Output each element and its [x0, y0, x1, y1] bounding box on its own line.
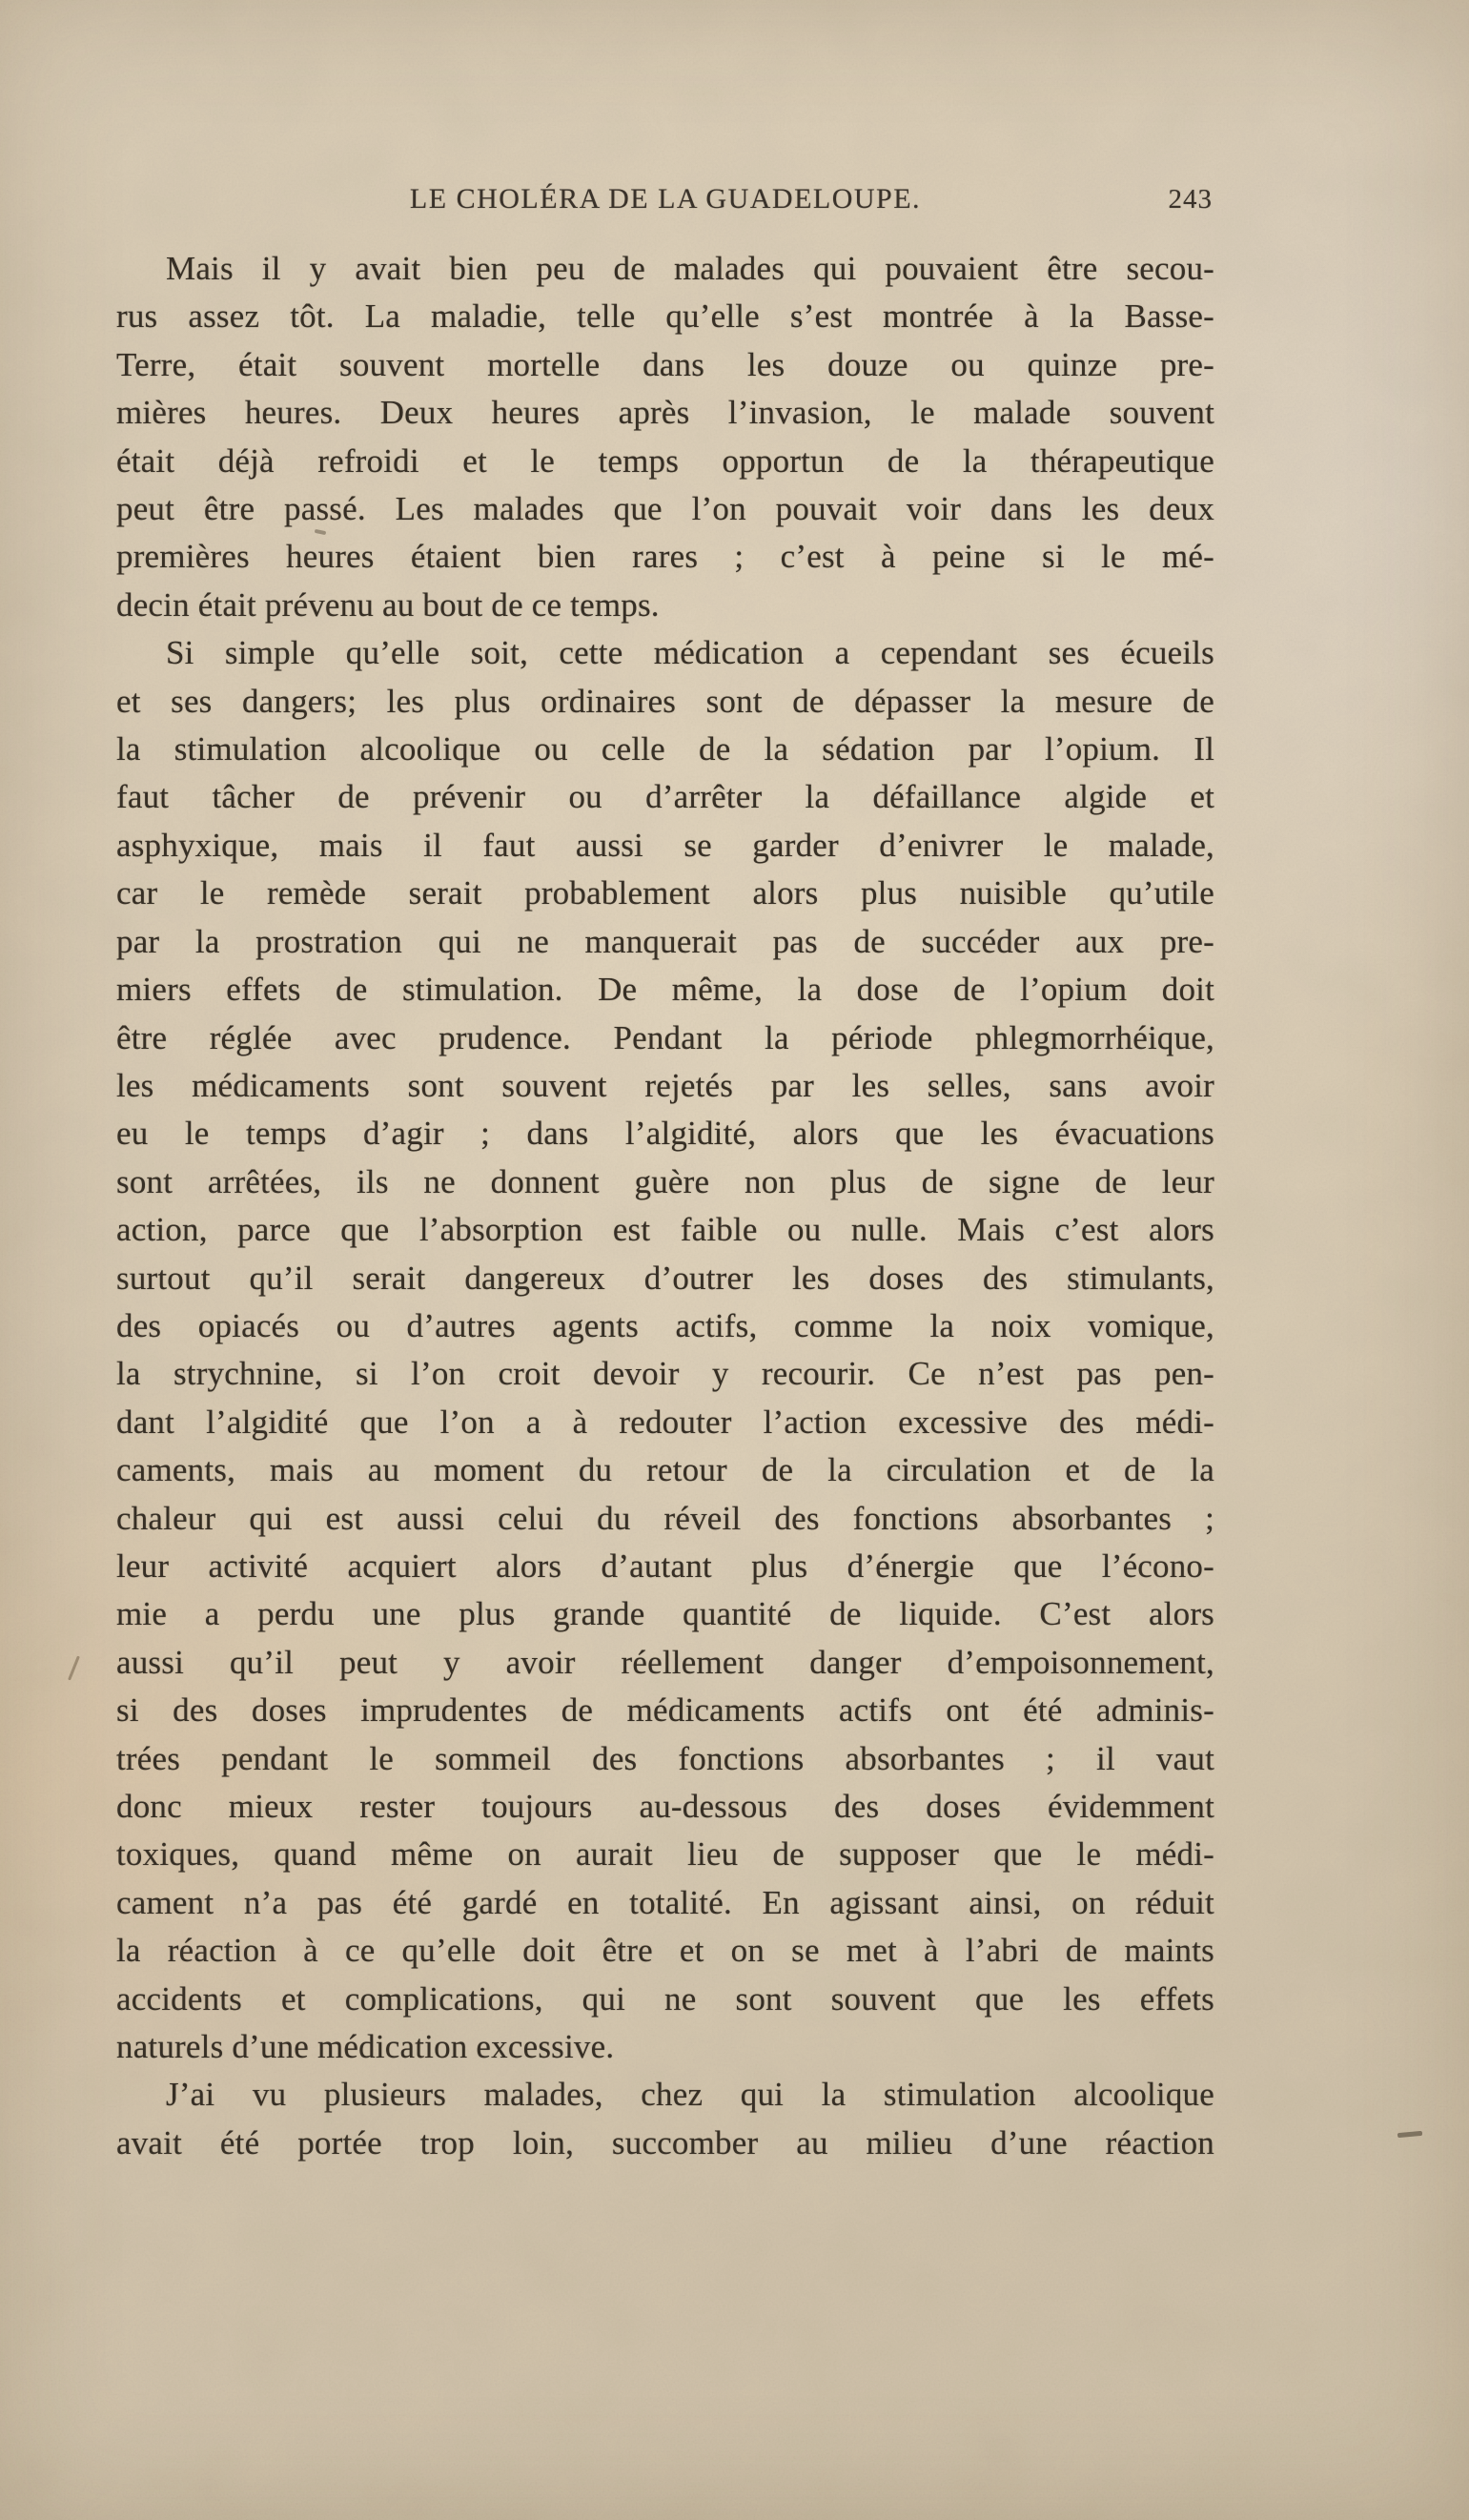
text-line: leur activité acquiert alors d’autant plus d’énergie que l’écono-: [116, 1547, 1214, 1585]
text-line: faut tâcher de prévenir ou d’arrêter la défaillance algide et: [116, 778, 1214, 816]
text-line: dant l’algidité que l’on a à redouter l’action excessive des médi-: [116, 1403, 1214, 1441]
text-line: surtout qu’il serait dangereux d’outrer les doses des stimulants,: [116, 1259, 1214, 1297]
text-line: était déjà refroidi et le temps opportun de la thérapeutique: [116, 441, 1214, 480]
margin-dash-mark: [1398, 2131, 1422, 2138]
text-line: J’ai vu plusieurs malades, chez qui la stimulation alcoolique: [166, 2076, 1214, 2114]
text-line: eu le temps d’agir ; dans l’algidité, alors que les évacuations: [116, 1115, 1214, 1153]
text-line: asphyxique, mais il faut aussi se garder d’enivrer le malade,: [116, 826, 1214, 864]
text-line: aussi qu’il peut y avoir réellement danger d’empoisonnement,: [116, 1643, 1214, 1681]
text-line: avait été portée trop loin, succomber au milieu d’une réaction: [116, 2123, 1214, 2161]
text-line: trées pendant le sommeil des fonctions absorbantes ; il vaut: [116, 1739, 1214, 1777]
text-line: decin était prévenu au bout de ce temps.: [116, 585, 660, 624]
text-line: car le remède serait probablement alors plus nuisible qu’utile: [116, 874, 1214, 912]
text-line: par la prostration qui ne manquerait pas de succéder aux pre-: [116, 922, 1214, 960]
text-line: caments, mais au moment du retour de la circulation et de la: [116, 1451, 1214, 1489]
text-line: la stimulation alcoolique ou celle de la sédation par l’opium. Il: [116, 730, 1214, 768]
running-title: LE CHOLÉRA DE LA GUADELOUPE.: [409, 183, 922, 215]
running-head: [116, 183, 1214, 225]
text-line: miers effets de stimulation. De même, la dose de l’opium doit: [116, 971, 1214, 1009]
text-line: sont arrêtées, ils ne donnent guère non plus de signe de leur: [116, 1162, 1214, 1200]
text-line: premières heures étaient bien rares ; c’est à peine si le mé-: [116, 538, 1214, 576]
text-line: et ses dangers; les plus ordinaires sont de dépasser la mesure de: [116, 682, 1214, 720]
text-line: la strychnine, si l’on croit devoir y recourir. Ce n’est pas pen-: [116, 1355, 1214, 1393]
text-line: si des doses imprudentes de médicaments actifs ont été adminis-: [116, 1691, 1214, 1730]
page-number: 243: [1168, 184, 1213, 215]
text-line: toxiques, quand même on aurait lieu de supposer que le médi-: [116, 1835, 1214, 1874]
text-line: Terre, était souvent mortelle dans les douze ou quinze pre-: [116, 345, 1214, 383]
text-line: mie a perdu une plus grande quantité de liquide. C’est alors: [116, 1595, 1214, 1633]
text-line: mières heures. Deux heures après l’invasion, le malade souvent: [116, 394, 1214, 432]
text-line: peut être passé. Les malades que l’on pouvait voir dans les deux: [116, 490, 1214, 528]
text-line: donc mieux rester toujours au-dessous des doses évidemment: [116, 1788, 1214, 1825]
text-line: naturels d’une médication excessive.: [116, 2028, 615, 2066]
ink-smudge-mark: [68, 1655, 80, 1680]
text-line: chaleur qui est aussi celui du réveil des fonctions absorbantes ;: [116, 1499, 1214, 1537]
text-line: être réglée avec prudence. Pendant la période phlegmorrhéique,: [116, 1018, 1214, 1056]
text-line: rus assez tôt. La maladie, telle qu’elle s’est montrée à la Basse-: [116, 297, 1214, 336]
text-line: Si simple qu’elle soit, cette médication a cependant ses écueils: [166, 634, 1214, 672]
body-text: [116, 245, 1214, 2167]
text-line: cament n’a pas été gardé en totalité. En agissant ainsi, on réduit: [116, 1883, 1214, 1921]
text-line: des opiacés ou d’autres agents actifs, comme la noix vomique,: [116, 1306, 1214, 1344]
text-line: action, parce que l’absorption est faible ou nulle. Mais c’est alors: [116, 1211, 1214, 1249]
text-line: la réaction à ce qu’elle doit être et on se met à l’abri de maints: [116, 1932, 1214, 1970]
text-line: accidents et complications, qui ne sont souvent que les effets: [116, 1979, 1214, 2018]
text-line: les médicaments sont souvent rejetés par les selles, sans avoir: [116, 1066, 1214, 1104]
text-line: Mais il y avait bien peu de malades qui pouvaient être secou-: [166, 250, 1214, 287]
